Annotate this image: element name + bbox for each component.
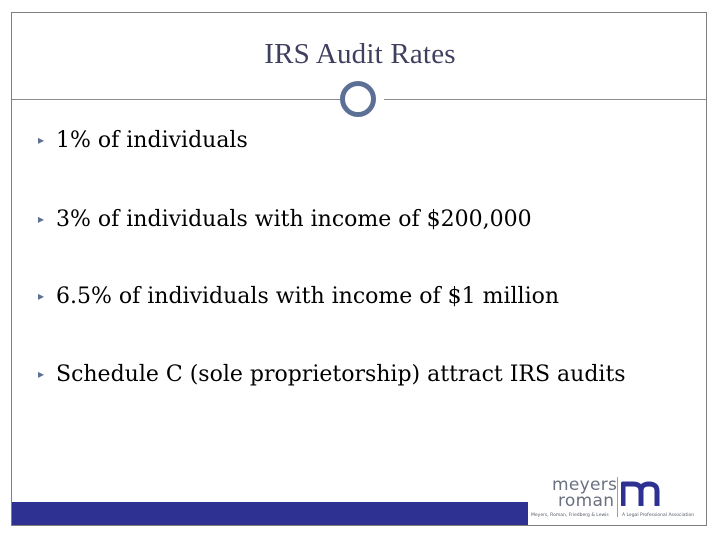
bullet-item	[38, 130, 248, 152]
bullet-arrow-icon: ▸	[38, 133, 45, 147]
bullet-text: Schedule C (sole proprietorship) attract IRS audits	[56, 362, 626, 387]
title-rule-left	[12, 99, 340, 100]
ring-ornament-icon	[340, 81, 376, 117]
bullet-item	[38, 286, 559, 308]
title-rule-right	[384, 99, 706, 100]
bullet-arrow-icon: ▸	[38, 212, 45, 226]
slide-title: IRS Audit Rates	[264, 38, 456, 70]
bullet-text: 6.5% of individuals with income of $1 million	[56, 284, 560, 309]
company-logo	[528, 468, 706, 525]
mr-monogram-icon	[621, 480, 665, 508]
logo-word-meyers: meyers	[552, 475, 618, 495]
logo-caption-firm: Meyers, Roman, Friedberg & Lewis	[531, 513, 609, 518]
bullet-text: 1% of individuals	[56, 128, 248, 153]
footer-bar	[12, 502, 528, 525]
bullet-arrow-icon: ▸	[38, 367, 45, 381]
bullet-item	[38, 364, 626, 386]
bullet-text: 3% of individuals with income of $200,000	[56, 207, 532, 232]
bullet-arrow-icon: ▸	[38, 289, 45, 303]
logo-word-roman: roman	[558, 491, 615, 511]
logo-caption-association: A Legal Professional Association	[622, 513, 695, 518]
bullet-item	[38, 209, 532, 231]
logo-divider	[617, 477, 618, 517]
